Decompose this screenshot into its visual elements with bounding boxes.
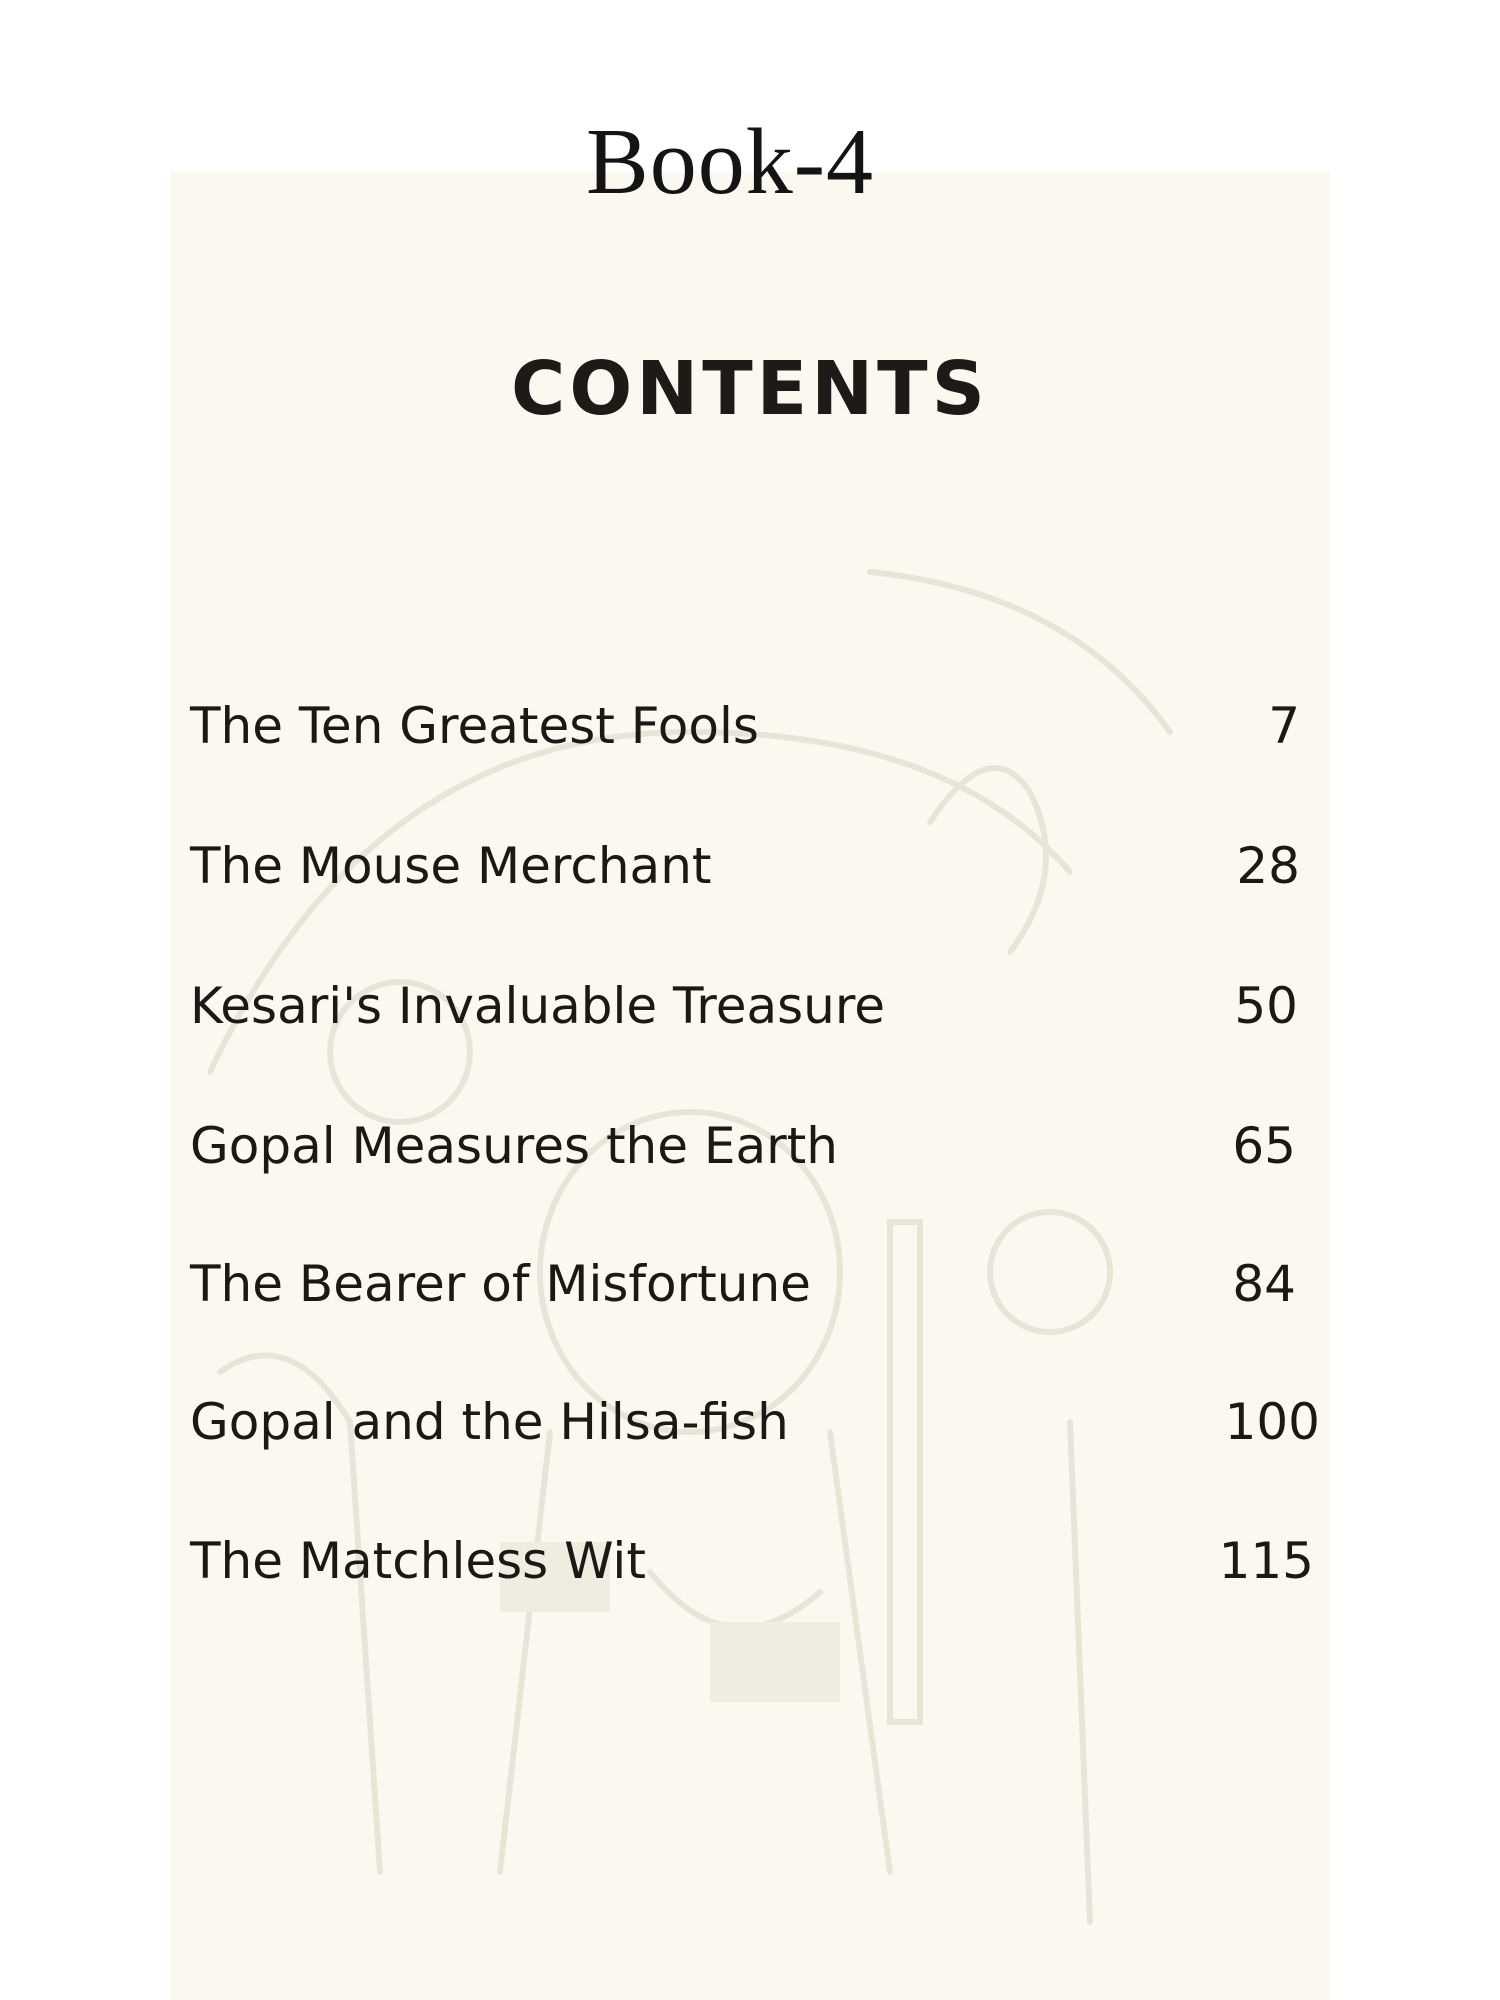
toc-entry-page: 65 — [1232, 1117, 1296, 1175]
toc-entry[interactable] — [190, 837, 1310, 917]
toc-entry-page: 7 — [1268, 697, 1300, 755]
toc-entry[interactable] — [190, 1255, 1310, 1335]
toc-entry-title: The Bearer of Misfortune — [190, 1255, 811, 1313]
contents-heading: CONTENTS — [511, 346, 989, 432]
toc-entry[interactable] — [190, 1393, 1320, 1473]
cover-illustration-watermark-icon — [170, 172, 1330, 2000]
toc-entry-page: 50 — [1234, 977, 1298, 1035]
toc-entry-title: Gopal Measures the Earth — [190, 1117, 838, 1175]
toc-entry-title: Kesari's Invaluable Treasure — [190, 977, 886, 1035]
toc-entry[interactable] — [190, 1117, 1310, 1197]
toc-entry-page: 115 — [1218, 1532, 1314, 1590]
toc-entry-title: Gopal and the Hilsa-fish — [190, 1393, 789, 1451]
contents-page — [170, 172, 1330, 2000]
book-label: Book-4 — [586, 110, 874, 214]
toc-entry-page: 84 — [1232, 1255, 1296, 1313]
toc-entry[interactable] — [190, 1532, 1314, 1612]
toc-entry-page: 28 — [1236, 837, 1300, 895]
toc-entry-page: 100 — [1224, 1393, 1320, 1451]
toc-entry-title: The Mouse Merchant — [190, 837, 712, 895]
toc-entry-title: The Matchless Wit — [190, 1532, 646, 1590]
toc-entry-title: The Ten Greatest Fools — [190, 697, 759, 755]
toc-entry[interactable] — [190, 977, 1310, 1057]
toc-entry[interactable] — [190, 697, 1310, 777]
